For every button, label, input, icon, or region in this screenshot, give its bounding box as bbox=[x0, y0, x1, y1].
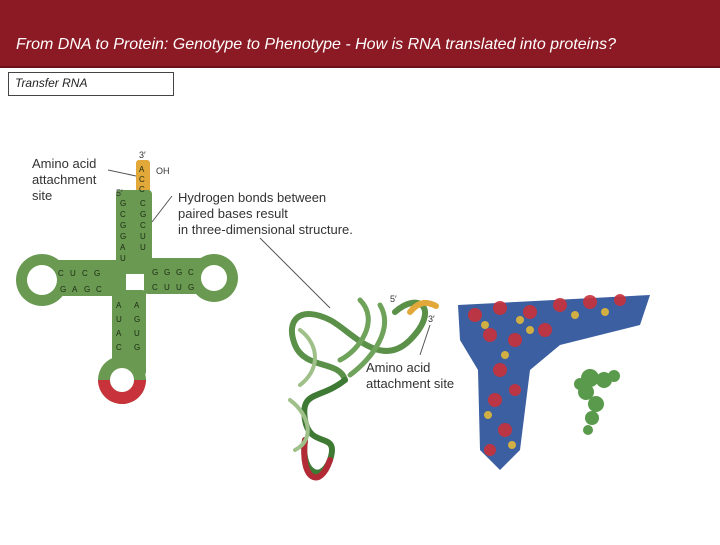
label-3prime-top: 3′ bbox=[139, 150, 146, 160]
svg-text:G: G bbox=[134, 315, 141, 324]
svg-text:U: U bbox=[176, 283, 182, 292]
title-bar bbox=[0, 0, 720, 68]
svg-text:G: G bbox=[188, 283, 195, 292]
space-filling-model bbox=[458, 294, 650, 470]
label-3prime-mid: 3′ bbox=[428, 314, 435, 324]
label-5prime-mid: 5′ bbox=[390, 294, 397, 304]
svg-text:G: G bbox=[152, 268, 159, 277]
label-amino-acid-mid-2: attachment site bbox=[366, 376, 455, 391]
svg-text:A: A bbox=[134, 301, 140, 310]
svg-text:U: U bbox=[140, 232, 146, 241]
svg-text:C: C bbox=[120, 210, 126, 219]
svg-text:C: C bbox=[82, 269, 88, 278]
label-amino-acid-left-3: site bbox=[32, 188, 53, 203]
svg-text:U: U bbox=[70, 269, 76, 278]
label-5prime-left: 5′ bbox=[116, 188, 123, 198]
svg-text:G: G bbox=[164, 268, 171, 277]
pointer-line-hbond-b bbox=[260, 238, 330, 308]
subtitle-text: Transfer RNA bbox=[15, 76, 88, 90]
svg-text:G: G bbox=[84, 285, 91, 294]
svg-text:A: A bbox=[116, 329, 122, 338]
label-hbond-2: paired bases result bbox=[178, 206, 288, 221]
svg-text:C: C bbox=[152, 283, 158, 292]
hydrogen-bond-label bbox=[178, 190, 353, 237]
svg-text:A: A bbox=[120, 243, 126, 252]
pointer-line-hbond-a bbox=[152, 196, 172, 222]
svg-text:C: C bbox=[116, 343, 122, 352]
svg-text:G: G bbox=[94, 269, 101, 278]
svg-text:G: G bbox=[120, 232, 127, 241]
svg-text:C: C bbox=[140, 199, 146, 208]
svg-text:U: U bbox=[120, 254, 126, 263]
label-hbond-3: in three-dimensional structure. bbox=[178, 222, 353, 237]
svg-text:G: G bbox=[120, 199, 127, 208]
svg-text:C: C bbox=[96, 285, 102, 294]
label-amino-acid-left-1: Amino acid bbox=[32, 156, 97, 171]
svg-text:A: A bbox=[139, 165, 145, 174]
svg-text:G: G bbox=[120, 221, 127, 230]
small-trna-model bbox=[574, 369, 620, 435]
svg-text:U: U bbox=[116, 315, 122, 324]
svg-text:G: G bbox=[134, 343, 141, 352]
label-hbond-1: Hydrogen bonds between bbox=[178, 190, 327, 205]
svg-text:C: C bbox=[139, 175, 145, 184]
cloverleaf-diagram bbox=[16, 150, 238, 404]
svg-text:G: G bbox=[60, 285, 67, 294]
trna-figure-svg bbox=[0, 130, 720, 540]
label-amino-acid-mid-1: Amino acid bbox=[366, 360, 431, 375]
svg-text:U: U bbox=[140, 243, 146, 252]
subtitle-box bbox=[8, 72, 174, 96]
slide-title: From DNA to Protein: Genotype to Phenotype - How is RNA translated into proteins? bbox=[16, 36, 616, 53]
label-amino-acid-left-2: attachment bbox=[32, 172, 97, 187]
svg-text:C: C bbox=[58, 269, 64, 278]
svg-text:U: U bbox=[134, 329, 140, 338]
svg-text:G: G bbox=[176, 268, 183, 277]
svg-text:G: G bbox=[140, 210, 147, 219]
svg-text:C: C bbox=[188, 268, 194, 277]
pointer-line bbox=[108, 170, 136, 176]
svg-text:A: A bbox=[72, 285, 78, 294]
svg-text:C: C bbox=[139, 185, 145, 194]
svg-text:C: C bbox=[140, 221, 146, 230]
svg-text:A: A bbox=[116, 301, 122, 310]
trna-figure bbox=[0, 130, 720, 540]
svg-text:U: U bbox=[164, 283, 170, 292]
label-oh: OH bbox=[156, 166, 170, 176]
